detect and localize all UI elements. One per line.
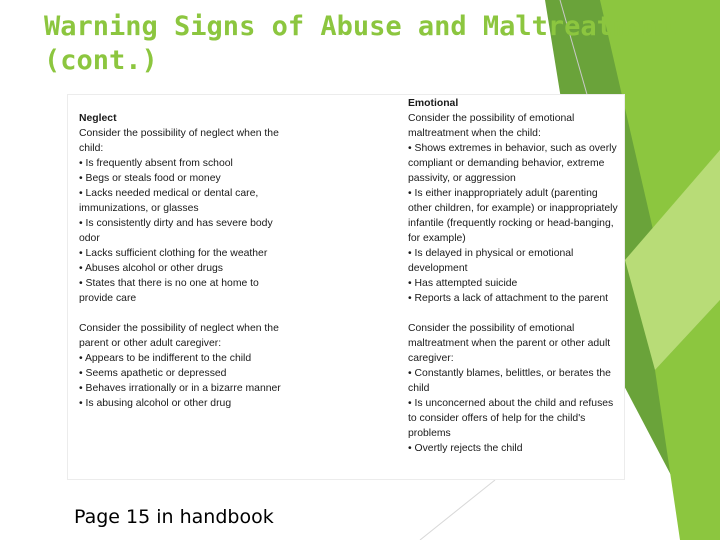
list-item: • Is unconcerned about the child and refuses to consider offers of help for the child's problems <box>408 396 620 441</box>
neglect-column <box>79 111 294 411</box>
list-item: • Lacks sufficient clothing for the weather <box>79 246 294 261</box>
list-item: • Seems apathetic or depressed <box>79 366 294 381</box>
neglect-intro-caregiver: Consider the possibility of neglect when the parent or other adult caregiver: <box>79 323 279 349</box>
slide-title: Warning Signs of Abuse and Maltreatment (cont.) <box>44 11 678 76</box>
emotional-intro-child: Consider the possibility of emotional maltreatment when the child: <box>408 113 575 139</box>
list-item: • Is frequently absent from school <box>79 156 294 171</box>
list-item: • Shows extremes in behavior, such as overly compliant or demanding behavior, extreme passivity, or aggression <box>408 141 620 186</box>
neglect-intro-child: Consider the possibility of neglect when the child: <box>79 128 279 154</box>
list-item: • Abuses alcohol or other drugs <box>79 261 294 276</box>
list-item: • Reports a lack of attachment to the parent <box>408 291 620 306</box>
list-item: • Is consistently dirty and has severe body odor <box>79 216 294 246</box>
list-item: • Is either inappropriately adult (parenting other children, for example) or inappropriately infantile (frequently rocking or head-banging, for example) <box>408 186 620 246</box>
page-reference: Page 15 in handbook <box>74 506 274 528</box>
decor-line <box>420 480 495 540</box>
list-item: • States that there is no one at home to provide care <box>79 276 294 306</box>
emotional-caregiver-signs <box>408 366 620 456</box>
neglect-heading: Neglect <box>79 113 117 124</box>
neglect-caregiver-signs <box>79 351 294 411</box>
list-item: • Has attempted suicide <box>408 276 620 291</box>
list-item: • Lacks needed medical or dental care, immunizations, or glasses <box>79 186 294 216</box>
list-item: • Begs or steals food or money <box>79 171 294 186</box>
list-item: • Behaves irrationally or in a bizarre manner <box>79 381 294 396</box>
emotional-child-signs <box>408 141 620 306</box>
emotional-intro-caregiver: Consider the possibility of emotional maltreatment when the parent or other adult caregiver: <box>408 323 611 364</box>
list-item: • Is delayed in physical or emotional development <box>408 246 620 276</box>
emotional-column <box>408 96 620 456</box>
list-item: • Overtly rejects the child <box>408 441 620 456</box>
handbook-excerpt-image <box>68 95 624 479</box>
emotional-heading: Emotional <box>408 98 459 109</box>
list-item: • Constantly blames, belittles, or berates the child <box>408 366 620 396</box>
list-item: • Is abusing alcohol or other drug <box>79 396 294 411</box>
neglect-child-signs <box>79 156 294 306</box>
list-item: • Appears to be indifferent to the child <box>79 351 294 366</box>
